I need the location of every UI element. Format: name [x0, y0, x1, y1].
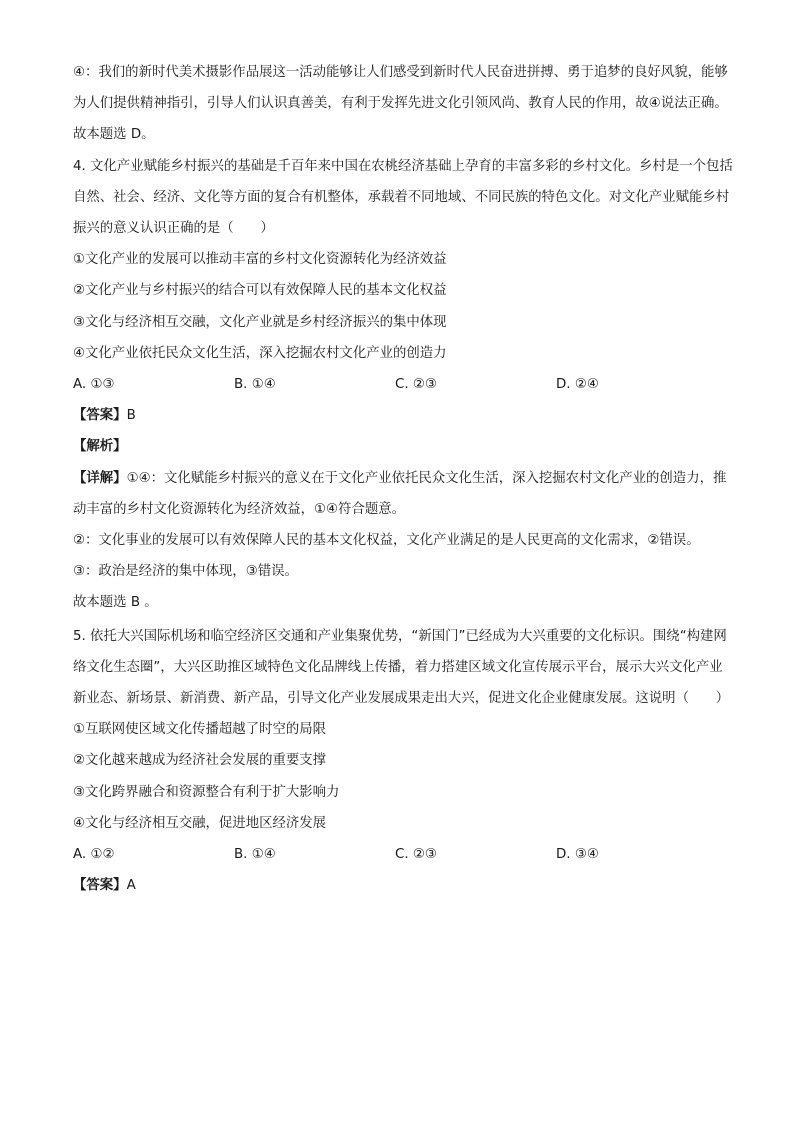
q4-option-b: B. ①④ — [234, 377, 276, 393]
q5-stem: 5. 依托大兴国际机场和临空经济区交通和产业集聚优势，“新国门”已经成为大兴重要的文化标识。围绕“构建网络文化生态圈”，大兴区助推区域特色文化品牌线上传播，着力搭建区域文化宣传展示平台，展示大兴文化产业新业态、新场景、新消费、新产品，引导文化产业发展成果走出大兴，促进文化企业健康发展。这说明（ ） — [73, 628, 730, 707]
q4-item-1: ①文化产业的发展可以推动丰富的乡村文化资源转化为经济效益 — [73, 252, 447, 268]
q4-options — [73, 369, 733, 400]
prev-conclusion: 故本题选 D。 — [73, 127, 155, 143]
q4-item-2: ②文化产业与乡村振兴的结合可以有效保障人民的基本文化权益 — [73, 283, 447, 299]
q4-stem: 4. 文化产业赋能乡村振兴的基础是千百年来中国在农桃经济基础上孕育的丰富多彩的乡村文化。乡村是一个包括自然、社会、经济、文化等方面的复合有机整体，承载着不同地域、不同民族的特色文化。对文化产业赋能乡村振兴的意义认识正确的是（ ） — [73, 158, 733, 237]
q5-answer-value: A — [126, 878, 136, 894]
q5-answer-tag: 【答案】 — [73, 878, 127, 894]
prev-explanation-4: ④：我们的新时代美术摄影作品展这一活动能够让人们感受到新时代人民奋进拼搏、勇于追梦的良好风貌，能够为人们提供精神指引，引导人们认识真善美，有利于发挥先进文化引领风尚、教育人民的作用，故④说法正确。 — [73, 65, 728, 112]
q4-analysis — [73, 431, 733, 462]
q4-item-4: ④文化产业依托民众文化生活，深入挖掘农村文化产业的创造力 — [73, 345, 447, 361]
q4-answer-tag: 【答案】 — [73, 408, 127, 424]
q4-option-a: A. ①③ — [73, 377, 115, 393]
q4-detail-tag: 【详解】 — [73, 470, 127, 486]
q5-option-b: B. ①④ — [234, 847, 276, 863]
q4-detail-1 — [73, 463, 733, 525]
q5-answer — [73, 870, 733, 901]
q5-item-4: ④文化与经济相互交融，促进地区经济发展 — [73, 815, 327, 831]
q5-option-c: C. ②③ — [395, 847, 437, 863]
q4-option-c: C. ②③ — [395, 377, 437, 393]
q5-item-1: ①互联网使区域文化传播超越了时空的局限 — [73, 722, 327, 738]
document-page — [73, 57, 733, 901]
q5-item-3: ③文化跨界融合和资源整合有利于扩大影响力 — [73, 784, 340, 800]
q5-item-2: ②文化越来越成为经济社会发展的重要支撑 — [73, 753, 327, 769]
q5-option-d: D. ③④ — [556, 847, 599, 863]
q4-answer-value: B — [126, 408, 136, 424]
q4-detail-3: ③：政治是经济的集中体现，③错误。 — [73, 564, 298, 580]
q4-detail-2: ②：文化事业的发展可以有效保障人民的基本文化权益，文化产业满足的是人民更高的文化需求，②错误。 — [73, 533, 700, 549]
q4-item-3: ③文化与经济相互交融，文化产业就是乡村经济振兴的集中体现 — [73, 314, 447, 330]
q5-options — [73, 839, 733, 870]
q4-option-d: D. ②④ — [556, 377, 599, 393]
q4-analysis-tag: 【解析】 — [73, 439, 127, 455]
q4-conclusion: 故本题选 B 。 — [73, 595, 158, 611]
q5-option-a: A. ①② — [73, 847, 115, 863]
q4-detail-1-text: ①④：文化赋能乡村振兴的意义在于文化产业依托民众文化生活，深入挖掘农村文化产业的创造力，推动丰富的乡村文化资源转化为经济效益，①④符合题意。 — [73, 470, 727, 517]
q4-answer — [73, 400, 733, 431]
